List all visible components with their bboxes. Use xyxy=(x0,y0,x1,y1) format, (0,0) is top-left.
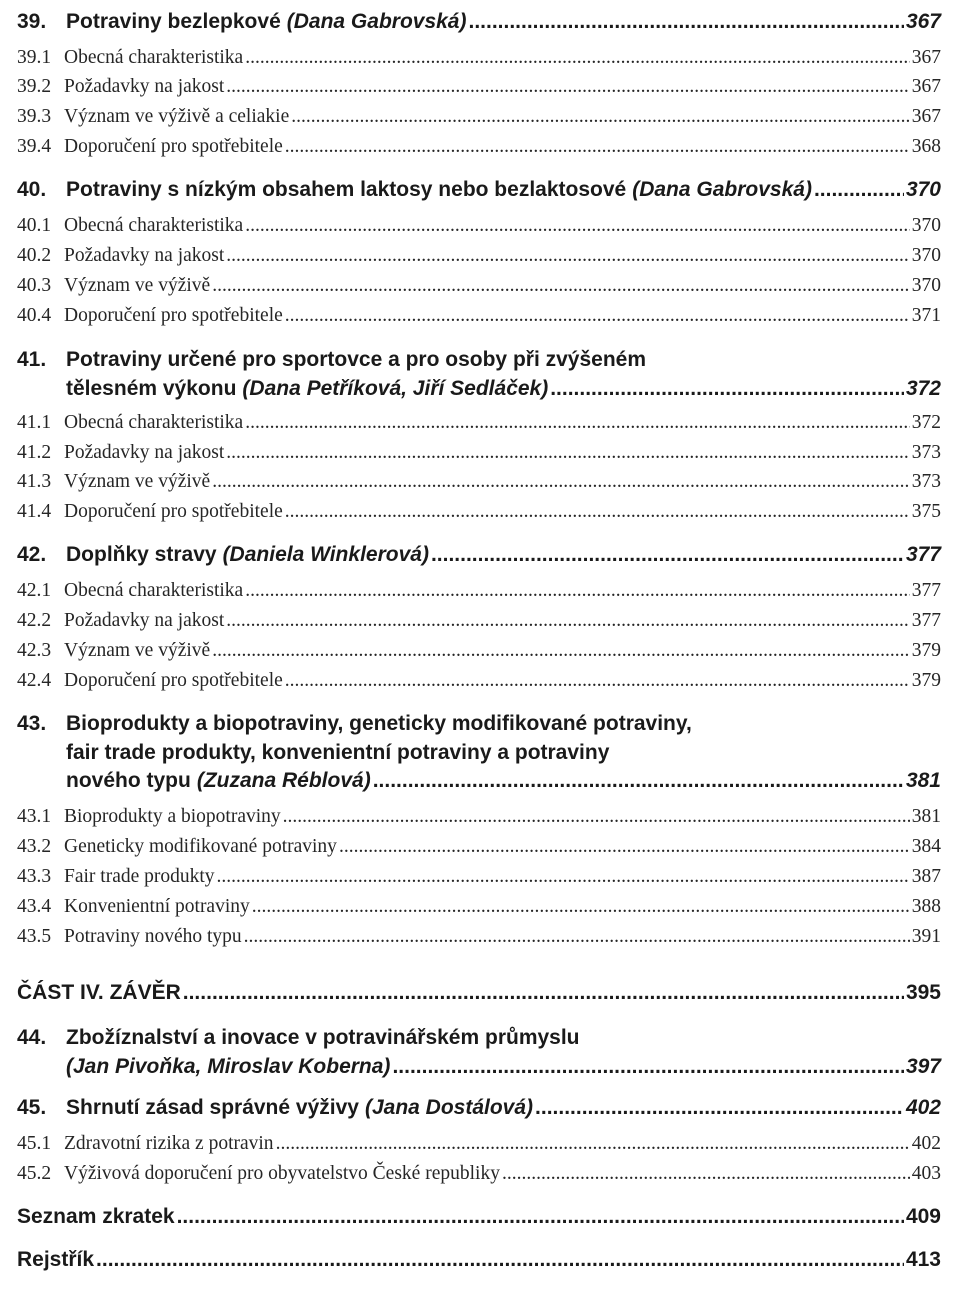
entry-page-number: 368 xyxy=(911,136,941,157)
entry-page-number: 367 xyxy=(911,47,941,68)
leader-dots xyxy=(550,377,904,401)
entry-page-number: 377 xyxy=(911,580,941,601)
entry-number: 44. xyxy=(17,1026,47,1049)
entry-number: 39. xyxy=(17,10,47,33)
toc-entry-line xyxy=(17,348,941,372)
toc-entry[interactable] xyxy=(17,1248,941,1272)
entry-author: (Zuzana Réblová) xyxy=(196,769,371,792)
entry-number: 45. xyxy=(17,1096,47,1119)
leader-dots xyxy=(245,580,910,602)
entry-title: Zdravotní rizika z potravin xyxy=(64,1133,274,1154)
entry-number: 39.2 xyxy=(17,76,52,97)
leader-dots xyxy=(226,76,909,98)
entry-page-number: 373 xyxy=(911,471,941,492)
entry-title: Požadavky na jakost xyxy=(64,442,225,463)
entry-author: (Jan Pivoňka, Miroslav Koberna) xyxy=(66,1054,391,1078)
entry-title: Konvenientní potraviny xyxy=(64,896,250,917)
entry-title: Obecná charakteristika xyxy=(64,580,244,601)
entry-title: Fair trade produkty xyxy=(64,866,215,887)
leader-dots xyxy=(212,640,910,662)
entry-number: 42. xyxy=(17,543,47,566)
leader-dots xyxy=(226,442,909,464)
entry-title: Požadavky na jakost xyxy=(64,245,225,266)
toc-entry[interactable] xyxy=(17,769,941,793)
entry-author: (Daniela Winklerová) xyxy=(222,543,429,566)
entry-title: Doporučení pro spotřebitele xyxy=(64,305,283,326)
entry-page-number: 367 xyxy=(905,10,941,33)
entry-page-number: 402 xyxy=(911,1133,941,1154)
leader-dots xyxy=(535,1096,904,1120)
entry-title: Bioprodukty a biopotraviny xyxy=(64,806,281,827)
entry-number: 41.2 xyxy=(17,442,52,463)
entry-page-number: 388 xyxy=(911,896,941,917)
entry-number: 41.4 xyxy=(17,501,52,522)
entry-title: Bioprodukty a biopotraviny, geneticky modifikované potraviny, xyxy=(66,712,692,735)
entry-number: 42.3 xyxy=(17,640,52,661)
leader-dots xyxy=(339,836,910,858)
leader-dots xyxy=(183,981,904,1005)
leader-dots xyxy=(276,1133,910,1155)
entry-page-number: 370 xyxy=(911,275,941,296)
leader-dots xyxy=(96,1248,904,1272)
entry-number: 40.2 xyxy=(17,245,52,266)
toc-entry[interactable] xyxy=(17,981,941,1005)
entry-page-number: 387 xyxy=(911,866,941,887)
leader-dots xyxy=(814,178,904,202)
leader-dots xyxy=(392,1055,904,1079)
toc-entry[interactable] xyxy=(17,215,941,237)
entry-title: Obecná charakteristika xyxy=(64,412,244,433)
toc-entry[interactable] xyxy=(17,136,941,158)
entry-number: 45.2 xyxy=(17,1163,52,1184)
toc-entry[interactable] xyxy=(17,866,941,888)
entry-page-number: 409 xyxy=(905,1205,941,1228)
toc-entry[interactable] xyxy=(17,10,941,34)
toc-entry[interactable] xyxy=(17,1205,941,1229)
entry-title: Obecná charakteristika xyxy=(64,215,244,236)
toc-entry[interactable] xyxy=(17,305,941,327)
entry-title: Doporučení pro spotřebitele xyxy=(64,136,283,157)
entry-number: 39.4 xyxy=(17,136,52,157)
leader-dots xyxy=(285,501,910,523)
toc-entry[interactable] xyxy=(17,106,941,128)
toc-entry[interactable] xyxy=(17,377,941,401)
entry-title: Potraviny určené pro sportovce a pro osoby při zvýšeném xyxy=(66,348,647,371)
entry-page-number: 372 xyxy=(905,376,941,400)
toc-entry[interactable] xyxy=(17,741,941,765)
entry-author: (Dana Petříková, Jiří Sedláček) xyxy=(242,376,549,400)
entry-title: Seznam zkratek xyxy=(17,1205,175,1228)
leader-dots xyxy=(283,806,910,828)
entry-title: Význam ve výživě xyxy=(64,640,211,661)
toc-entry[interactable] xyxy=(17,1055,941,1079)
leader-dots xyxy=(226,245,909,267)
toc-entry[interactable] xyxy=(17,926,941,948)
toc-entry[interactable] xyxy=(17,806,941,828)
entry-number: 39.3 xyxy=(17,106,52,127)
toc-entry[interactable] xyxy=(17,1163,941,1185)
toc-entry[interactable] xyxy=(17,245,941,267)
leader-dots xyxy=(468,10,903,34)
entry-number: 40. xyxy=(17,178,47,201)
entry-title-continued: tělesném výkonu xyxy=(66,376,237,400)
leader-dots xyxy=(285,670,910,692)
entry-title: Obecná charakteristika xyxy=(64,47,244,68)
toc-entry-line xyxy=(17,712,941,736)
entry-title: Geneticky modifikované potraviny xyxy=(64,836,337,857)
leader-dots xyxy=(245,412,910,434)
leader-dots xyxy=(373,769,904,793)
entry-number: 43.2 xyxy=(17,836,52,857)
entry-page-number: 371 xyxy=(911,305,941,326)
entry-number: 41. xyxy=(17,348,47,371)
entry-number: 40.1 xyxy=(17,215,52,236)
entry-number: 45.1 xyxy=(17,1133,52,1154)
entry-page-number: 381 xyxy=(905,769,941,792)
entry-page-number: 413 xyxy=(905,1248,941,1271)
toc-entry[interactable] xyxy=(17,670,941,692)
entry-title: Rejstřík xyxy=(17,1248,95,1271)
entry-title: Doplňky stravy xyxy=(66,543,217,566)
toc-entry[interactable] xyxy=(17,76,941,98)
toc-entry[interactable] xyxy=(17,640,941,662)
entry-title: Zbožíznalství a inovace v potravinářském průmyslu xyxy=(66,1026,580,1049)
toc-entry[interactable] xyxy=(17,471,941,493)
toc-entry[interactable] xyxy=(17,610,941,632)
entry-title: Požadavky na jakost xyxy=(64,76,225,97)
leader-dots xyxy=(285,136,910,158)
entry-number: 41.1 xyxy=(17,412,52,433)
entry-number: 39.1 xyxy=(17,47,52,68)
entry-page-number: 370 xyxy=(911,245,941,266)
toc-entry[interactable] xyxy=(17,580,941,602)
leader-dots xyxy=(291,106,910,128)
leader-dots xyxy=(177,1205,904,1229)
entry-page-number: 372 xyxy=(911,412,941,433)
entry-title: Potraviny bezlepkové xyxy=(66,10,281,33)
leader-dots xyxy=(285,305,910,327)
leader-dots xyxy=(245,215,910,237)
leader-dots xyxy=(431,543,904,567)
entry-author: (Dana Gabrovská) xyxy=(286,10,467,33)
leader-dots xyxy=(502,1163,910,1185)
entry-page-number: 381 xyxy=(911,806,941,827)
entry-number: 42.4 xyxy=(17,670,52,691)
toc-entry[interactable] xyxy=(17,896,941,918)
entry-page-number: 367 xyxy=(911,106,941,127)
leader-dots xyxy=(212,471,910,493)
toc-entry-line xyxy=(17,1026,941,1050)
entry-page-number: 375 xyxy=(911,501,941,522)
entry-title: Význam ve výživě xyxy=(64,275,211,296)
toc-entry[interactable] xyxy=(17,1096,941,1120)
entry-page-number: 379 xyxy=(911,640,941,661)
entry-title-continued: nového typu xyxy=(66,769,191,792)
toc-entry[interactable] xyxy=(17,501,941,523)
toc-entry[interactable] xyxy=(17,412,941,434)
entry-number: 43.4 xyxy=(17,896,52,917)
entry-page-number: 377 xyxy=(911,610,941,631)
toc-entry[interactable] xyxy=(17,178,941,202)
entry-title: Výživová doporučení pro obyvatelstvo České republiky xyxy=(64,1163,500,1184)
leader-dots xyxy=(252,896,910,918)
entry-page-number: 403 xyxy=(911,1163,941,1184)
entry-title: Doporučení pro spotřebitele xyxy=(64,501,283,522)
entry-title: Potraviny nového typu xyxy=(64,926,242,947)
entry-title: Doporučení pro spotřebitele xyxy=(64,670,283,691)
leader-dots xyxy=(244,926,910,948)
entry-page-number: 395 xyxy=(905,981,941,1004)
leader-dots xyxy=(217,866,910,888)
entry-number: 40.4 xyxy=(17,305,52,326)
entry-page-number: 402 xyxy=(905,1096,941,1119)
entry-page-number: 370 xyxy=(905,178,941,201)
toc-entry[interactable] xyxy=(17,47,941,69)
entry-title: Shrnutí zásad správné výživy xyxy=(66,1096,359,1119)
entry-page-number: 384 xyxy=(911,836,941,857)
entry-title-continued: fair trade produkty, konvenientní potraviny a potraviny xyxy=(66,740,610,764)
entry-title: ČÁST IV. ZÁVĚR xyxy=(17,981,181,1004)
entry-author: (Dana Gabrovská) xyxy=(632,178,812,201)
entry-title: Význam ve výživě a celiakie xyxy=(64,106,290,127)
entry-number: 43. xyxy=(17,712,47,735)
entry-number: 43.1 xyxy=(17,806,52,827)
entry-page-number: 370 xyxy=(911,215,941,236)
toc-entry[interactable] xyxy=(17,275,941,297)
leader-dots xyxy=(245,47,910,69)
toc-entry[interactable] xyxy=(17,543,941,567)
entry-title: Požadavky na jakost xyxy=(64,610,225,631)
leader-dots xyxy=(226,610,909,632)
entry-number: 40.3 xyxy=(17,275,52,296)
entry-title: Význam ve výživě xyxy=(64,471,211,492)
entry-number: 42.2 xyxy=(17,610,52,631)
toc-entry[interactable] xyxy=(17,442,941,464)
entry-page-number: 377 xyxy=(905,543,941,566)
entry-page-number: 367 xyxy=(911,76,941,97)
entry-page-number: 391 xyxy=(911,926,941,947)
leader-dots xyxy=(212,275,910,297)
entry-number: 43.3 xyxy=(17,866,52,887)
entry-page-number: 397 xyxy=(905,1054,941,1078)
entry-author: (Jana Dostálová) xyxy=(364,1096,534,1119)
entry-number: 42.1 xyxy=(17,580,52,601)
entry-page-number: 379 xyxy=(911,670,941,691)
entry-page-number: 373 xyxy=(911,442,941,463)
entry-number: 41.3 xyxy=(17,471,52,492)
toc-entry[interactable] xyxy=(17,836,941,858)
entry-number: 43.5 xyxy=(17,926,52,947)
toc-entry[interactable] xyxy=(17,1133,941,1155)
entry-title: Potraviny s nízkým obsahem laktosy nebo bezlaktosové xyxy=(66,178,627,201)
